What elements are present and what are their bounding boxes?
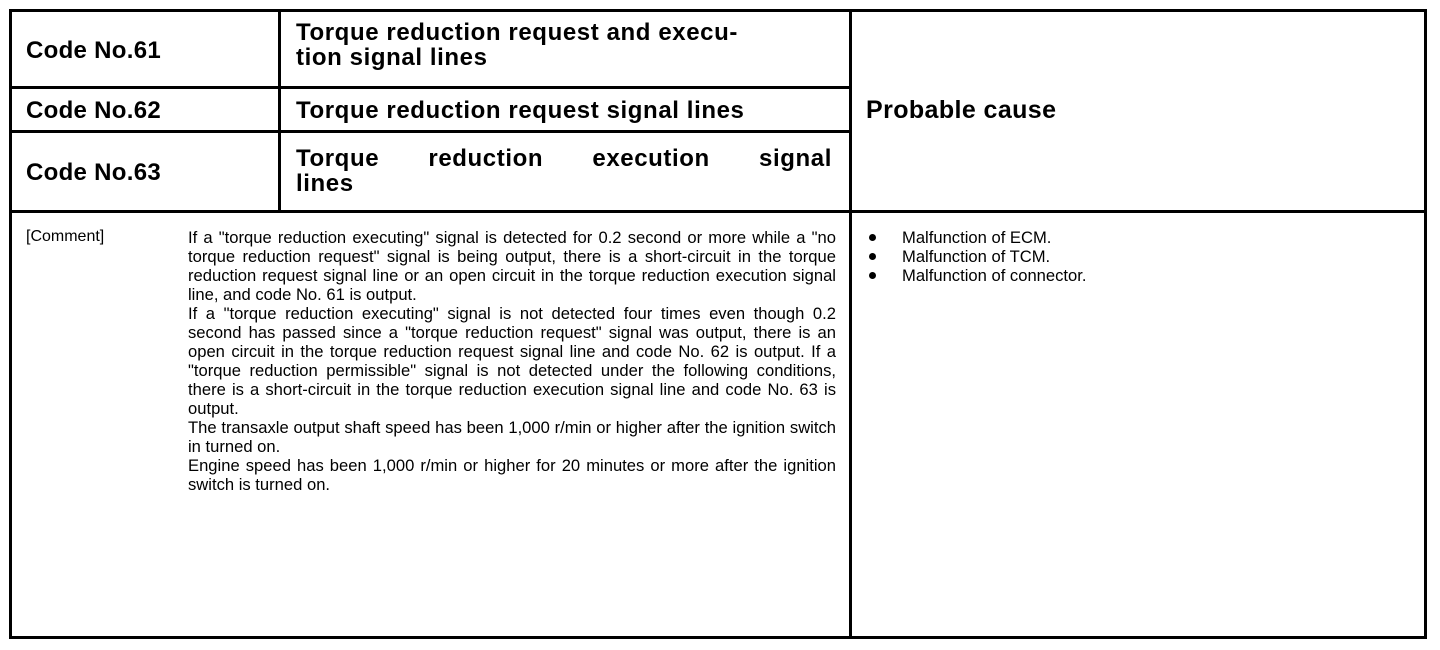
code-63-word-3: execution	[592, 145, 710, 172]
code-62-title: Torque reduction request signal lines	[296, 97, 745, 124]
comment-paragraph-1: If a "torque reduction executing" signal is detected for 0.2 second or more while a "no torque reduction request" signal is being output, there is a short-circuit in the torque reduction request signal line or an open circuit in the torque reduction execution signal line, and code No. 61 is output.	[188, 228, 836, 304]
cause-text: Malfunction of connector.	[902, 266, 1087, 285]
divider-code-column	[278, 12, 281, 212]
bullet-icon	[869, 272, 876, 279]
code-63-label: Code No.63	[26, 159, 162, 186]
code-63-word-1: Torque	[296, 145, 380, 172]
code-63-word-2: reduction	[428, 145, 544, 172]
code-63-word-4: signal	[759, 145, 832, 172]
bullet-icon	[869, 234, 876, 241]
comment-paragraph-2: If a "torque reduction executing" signal is not detected four times even though 0.2 second has passed since a "torque reduction request" signal was output, there is an open circuit in the torque reduction request signal line and code No. 62 is output. If a "torque reduction permissible" signal is not detected under the following conditions, there is a short-circuit in the torque reduction execution signal line and code No. 63 is output.	[188, 304, 836, 418]
cause-text: Malfunction of TCM.	[902, 247, 1051, 266]
comment-paragraph-4: Engine speed has been 1,000 r/min or higher for 20 minutes or more after the ignition switch is turned on.	[188, 456, 836, 494]
code-61-title: Torque reduction request and execu- tion signal lines	[296, 19, 738, 71]
comment-label: [Comment]	[26, 228, 105, 245]
divider-row-61	[12, 86, 850, 89]
comment-paragraph-3: The transaxle output shaft speed has been 1,000 r/min or higher after the ignition switch in turned on.	[188, 418, 836, 456]
cause-item	[866, 266, 1086, 285]
comment-body	[188, 228, 836, 494]
code-62-label: Code No.62	[26, 97, 162, 124]
code-63-title-line1	[296, 146, 832, 171]
divider-cause-column	[849, 12, 852, 637]
cause-text: Malfunction of ECM.	[902, 228, 1052, 247]
cause-item	[866, 228, 1086, 247]
cause-list	[866, 228, 1086, 285]
bullet-icon	[869, 253, 876, 260]
code-61-label: Code No.61	[26, 37, 162, 64]
probable-cause-heading: Probable cause	[866, 96, 1057, 124]
divider-header-body	[12, 210, 1427, 213]
divider-row-62	[12, 130, 850, 133]
cause-item	[866, 247, 1086, 266]
code-63-title	[296, 146, 832, 196]
code-63-title-line2: lines	[296, 170, 354, 197]
